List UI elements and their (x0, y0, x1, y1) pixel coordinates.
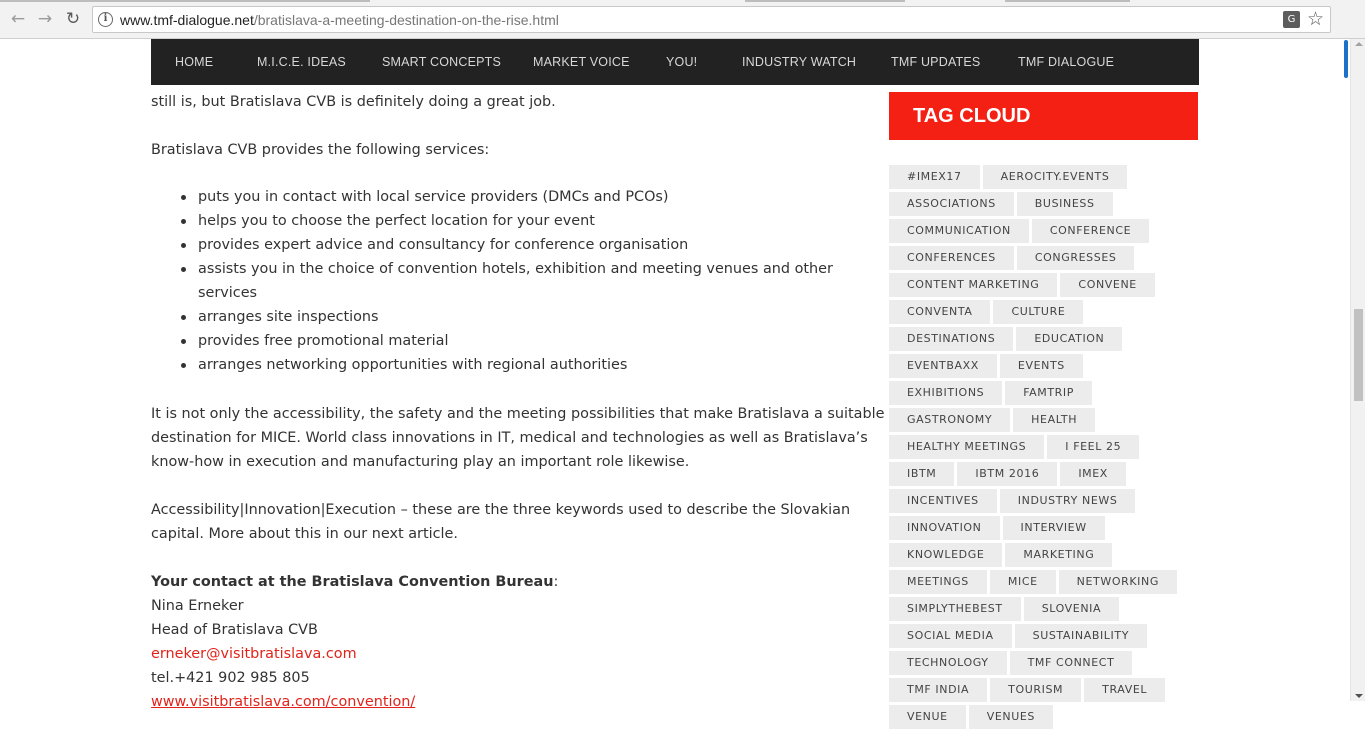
info-icon[interactable]: i (98, 12, 113, 27)
list-item (151, 257, 841, 305)
list-item: arranges networking opportunities with regional authorities (151, 353, 831, 377)
tag-link[interactable]: GASTRONOMY (889, 408, 1010, 432)
tag-link[interactable]: INTERVIEW (1003, 516, 1105, 540)
list-item-text: assists you in the choice of convention hotels, exhibition and meeting venues and other services (198, 261, 833, 301)
tag-cloud-title: TAG CLOUD (913, 105, 1031, 127)
tag-link[interactable]: INDUSTRY NEWS (1000, 489, 1136, 513)
nav-item-tmf-updates[interactable]: TMF UPDATES (891, 55, 981, 69)
tag-cloud (889, 165, 1201, 732)
tab-strip-edge (0, 0, 370, 2)
tag-link[interactable]: KNOWLEDGE (889, 543, 1002, 567)
address-bar[interactable] (92, 6, 1331, 33)
services-intro: Bratislava CVB provides the following services: (151, 142, 490, 158)
contact-heading-line (151, 570, 558, 594)
contact-role: Head of Bratislava CVB (151, 622, 318, 638)
url-host: www.tmf-dialogue.net (120, 12, 254, 28)
list-item: provides free promotional material (151, 329, 831, 353)
main-navigation (151, 39, 1199, 85)
tag-link[interactable]: EVENTBAXX (889, 354, 997, 378)
nav-item-smart-concepts[interactable]: SMART CONCEPTS (382, 55, 502, 69)
tag-link[interactable]: SLOVENIA (1024, 597, 1119, 621)
tag-link[interactable]: CONFERENCE (1032, 219, 1149, 243)
arrow-left-icon[interactable]: ← (10, 9, 26, 29)
url-path: /bratislava-a-meeting-destination-on-the-rise.html (253, 12, 559, 28)
paragraph-line: capital. More about this in our next article. (151, 526, 458, 542)
tag-link[interactable]: HEALTHY MEETINGS (889, 435, 1044, 459)
tag-link[interactable]: TECHNOLOGY (889, 651, 1007, 675)
tag-link[interactable]: CONFERENCES (889, 246, 1014, 270)
scroll-thumb[interactable] (1354, 309, 1363, 401)
list-item: puts you in contact with local service providers (DMCs and PCOs) (151, 185, 831, 209)
tab-strip-edge (1005, 0, 1130, 2)
extension-indicator (1344, 40, 1348, 78)
contact-web-line (151, 690, 415, 714)
tag-link[interactable]: I FEEL 25 (1047, 435, 1139, 459)
tag-link[interactable]: AEROCITY.EVENTS (983, 165, 1128, 189)
paragraph-line: It is not only the accessibility, the safety and the meeting possibilities that make Bratislava a suitable (151, 406, 885, 422)
tag-link[interactable]: CONTENT MARKETING (889, 273, 1057, 297)
tag-link[interactable]: SIMPLYTHEBEST (889, 597, 1021, 621)
tag-link[interactable]: IBTM (889, 462, 954, 486)
tag-link[interactable]: SOCIAL MEDIA (889, 624, 1012, 648)
list-item: arranges site inspections (151, 305, 831, 329)
tag-link[interactable]: EDUCATION (1016, 327, 1122, 351)
tag-link[interactable]: ASSOCIATIONS (889, 192, 1014, 216)
tag-link[interactable]: HEALTH (1013, 408, 1095, 432)
tag-link[interactable]: EXHIBITIONS (889, 381, 1002, 405)
tag-link[interactable]: DESTINATIONS (889, 327, 1013, 351)
web-page (0, 39, 1350, 723)
tag-link[interactable]: SUSTAINABILITY (1015, 624, 1147, 648)
tag-link[interactable]: TMF CONNECT (1010, 651, 1133, 675)
tag-link[interactable]: TOURISM (990, 678, 1081, 702)
url-text[interactable] (120, 11, 559, 29)
nav-item-industry-watch[interactable]: INDUSTRY WATCH (742, 55, 857, 69)
tag-cloud-header (889, 92, 1198, 140)
tag-link[interactable]: CONVENE (1060, 273, 1154, 297)
tag-link[interactable]: TMF INDIA (889, 678, 987, 702)
contact-phone: tel.+421 902 985 805 (151, 670, 310, 686)
tag-link[interactable]: INCENTIVES (889, 489, 997, 513)
tag-link[interactable]: MARKETING (1005, 543, 1112, 567)
page-scrollbar[interactable] (1350, 39, 1365, 701)
tag-link[interactable]: MICE (990, 570, 1056, 594)
star-icon[interactable]: ☆ (1306, 8, 1324, 30)
tag-link[interactable]: MEETINGS (889, 570, 987, 594)
translate-icon[interactable]: G (1283, 11, 1300, 28)
tag-link[interactable]: CONVENTA (889, 300, 990, 324)
scroll-down-icon[interactable] (1355, 694, 1363, 698)
tag-link[interactable]: #IMEX17 (889, 165, 980, 189)
tag-link[interactable]: FAMTRIP (1005, 381, 1092, 405)
paragraph-tail: still is, but Bratislava CVB is definitely doing a great job. (151, 94, 556, 110)
browser-toolbar (0, 0, 1365, 39)
services-list (151, 185, 841, 377)
contact-name: Nina Erneker (151, 598, 244, 614)
nav-item-mice-ideas[interactable]: M.I.C.E. IDEAS (257, 55, 346, 69)
tag-link[interactable]: EVENTS (1000, 354, 1083, 378)
tab-strip-edge (745, 0, 905, 2)
contact-heading: Your contact at the Bratislava Convention Bureau (151, 574, 554, 590)
tag-link[interactable]: COMMUNICATION (889, 219, 1029, 243)
nav-item-you[interactable]: YOU! (666, 55, 698, 69)
paragraph-line: destination for MICE. World class innovations in IT, medical and technologies as well as Bratislava’s (151, 430, 868, 446)
contact-web-link[interactable]: www.visitbratislava.com/convention/ (151, 694, 416, 710)
tag-link[interactable]: CULTURE (993, 300, 1083, 324)
reload-icon[interactable]: ↻ (65, 9, 81, 29)
arrow-right-icon[interactable]: → (37, 9, 53, 29)
tag-link[interactable]: IMEX (1060, 462, 1126, 486)
paragraph-line: Accessibility|Innovation|Execution – these are the three keywords used to describe the Slovakian (151, 502, 851, 518)
nav-item-home[interactable]: HOME (175, 55, 214, 69)
contact-email-line (151, 642, 357, 666)
tag-link[interactable]: IBTM 2016 (957, 462, 1057, 486)
list-item: helps you to choose the perfect location for your event (151, 209, 831, 233)
contact-email-link[interactable]: erneker@visitbratislava.com (151, 646, 357, 662)
tag-link[interactable]: TRAVEL (1084, 678, 1165, 702)
tag-link[interactable]: INNOVATION (889, 516, 1000, 540)
tag-link[interactable]: VENUE (889, 705, 966, 729)
tag-link[interactable]: NETWORKING (1059, 570, 1177, 594)
tag-link[interactable]: CONGRESSES (1017, 246, 1135, 270)
contact-colon: : (553, 574, 559, 590)
tag-link[interactable]: BUSINESS (1017, 192, 1113, 216)
nav-item-tmf-dialogue[interactable]: TMF DIALOGUE (1018, 55, 1115, 69)
scroll-up-icon[interactable] (1355, 42, 1363, 46)
paragraph-line: know-how in execution and manufacturing play an important role likewise. (151, 454, 690, 470)
tag-link[interactable]: VENUES (969, 705, 1053, 729)
nav-item-market-voice[interactable]: MARKET VOICE (533, 55, 630, 69)
list-item: provides expert advice and consultancy for conference organisation (151, 233, 831, 257)
